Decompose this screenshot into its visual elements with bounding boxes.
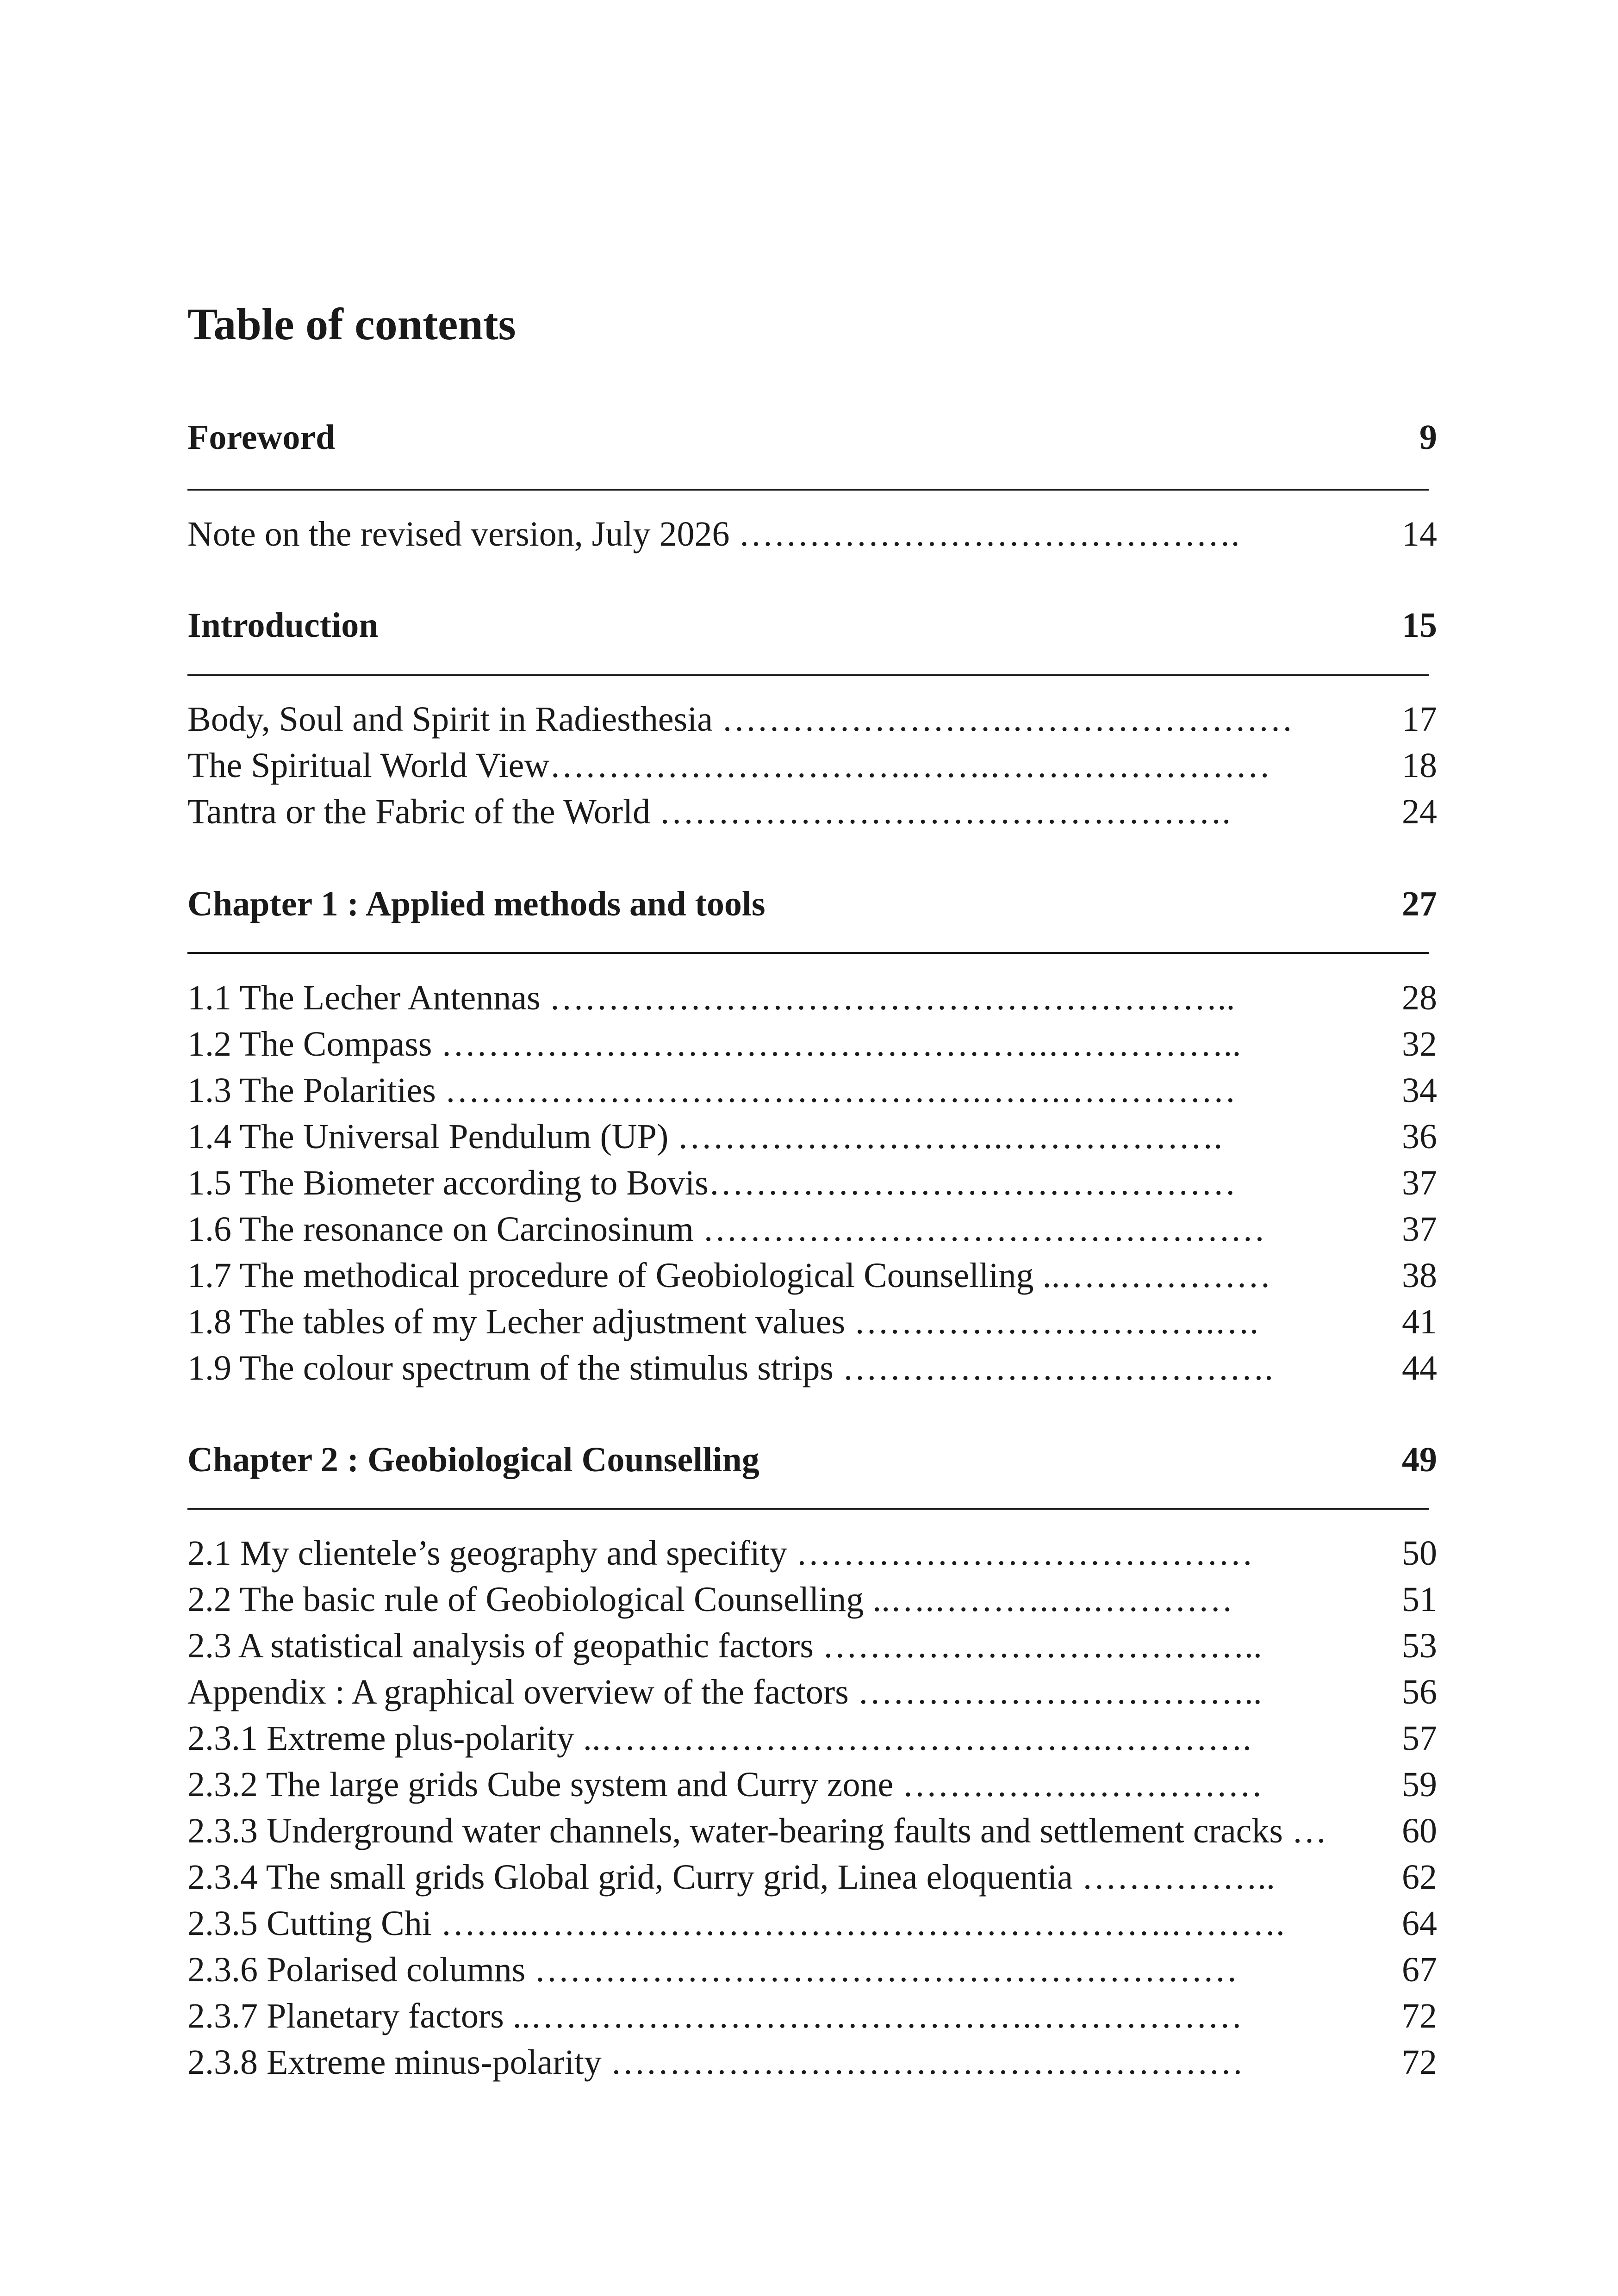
page-title: Table of contents	[187, 299, 516, 349]
entry-title: 2.3.3 Underground water channels, water-bearing faults and settlement cracks …	[187, 1811, 1327, 1850]
entry-title: 2.3 A statistical analysis of geopathic factors ………………………………..	[187, 1626, 1262, 1665]
entry-page: 59	[1402, 1765, 1437, 1804]
heading-title: Chapter 1 : Applied methods and tools	[187, 884, 765, 923]
entry-page: 57	[1402, 1719, 1437, 1758]
section-divider	[187, 1508, 1429, 1510]
entry-title: Body, Soul and Spirit in Radiesthesia …………………….……………………	[187, 700, 1294, 739]
entry-page: 14	[1402, 515, 1437, 554]
entry-title: 2.2 The basic rule of Geobiological Counselling ..….……….….…………	[187, 1580, 1233, 1619]
entry-page: 41	[1402, 1302, 1437, 1341]
entry-title: 2.1 My clientele’s geography and specifity …………………………………	[187, 1534, 1253, 1573]
heading-title: Chapter 2 : Geobiological Counselling	[187, 1440, 759, 1479]
entry-page: 34	[1402, 1071, 1437, 1110]
heading-page: 9	[1419, 418, 1437, 457]
entry-title: Appendix : A graphical overview of the factors ……………………………..	[187, 1673, 1262, 1711]
entry-page: 17	[1402, 700, 1437, 739]
entry-page: 44	[1402, 1349, 1437, 1388]
entry-title: 1.1 The Lecher Antennas …………………………………………………..	[187, 978, 1235, 1017]
entry-title: 1.5 The Biometer according to Bovis………………………………………	[187, 1164, 1236, 1202]
entry-title: 1.8 The tables of my Lecher adjustment values ………………………….….	[187, 1302, 1259, 1341]
entry-title: 2.3.1 Extreme plus-polarity ..…………………………………….………….	[187, 1719, 1251, 1758]
entry-title: 2.3.5 Cutting Chi ……..……………………………………………….……….	[187, 1904, 1285, 1943]
entry-title: Tantra or the Fabric of the World ………………………………………….	[187, 792, 1231, 831]
entry-page: 72	[1402, 1997, 1437, 2035]
entry-page: 67	[1402, 1950, 1437, 1989]
section-divider	[187, 489, 1429, 491]
entry-page: 24	[1402, 792, 1437, 831]
entry-title: 1.9 The colour spectrum of the stimulus strips ……………………………….	[187, 1349, 1273, 1388]
entry-page: 72	[1402, 2043, 1437, 2082]
section-divider	[187, 952, 1429, 954]
entry-page: 56	[1402, 1673, 1437, 1711]
entry-page: 62	[1402, 1858, 1437, 1897]
entry-page: 32	[1402, 1025, 1437, 1064]
entry-title: 2.3.6 Polarised columns ……………………………………………………	[187, 1950, 1238, 1989]
entry-page: 64	[1402, 1904, 1437, 1943]
entry-page: 50	[1402, 1534, 1437, 1573]
entry-page: 18	[1402, 746, 1437, 785]
entry-page: 38	[1402, 1256, 1437, 1295]
section-divider	[187, 674, 1429, 676]
entry-title: 2.3.8 Extreme minus-polarity ………………………………………………	[187, 2043, 1244, 2082]
heading-title: Foreword	[187, 418, 336, 457]
entry-page: 28	[1402, 978, 1437, 1017]
entry-title: 1.7 The methodical procedure of Geobiological Counselling ..………………	[187, 1256, 1271, 1295]
entry-title: 2.3.7 Planetary factors ..…………………………………….………………	[187, 1997, 1243, 2035]
entry-title: 1.3 The Polarities ……………………………………….…….……………	[187, 1071, 1236, 1110]
entry-title: 1.2 The Compass …………………………………………….……………..	[187, 1025, 1241, 1064]
heading-page: 49	[1402, 1440, 1437, 1479]
entry-title: The Spiritual World View………………………….…….……………………	[187, 746, 1271, 785]
entry-title: 1.4 The Universal Pendulum (UP) ……………………….……………….	[187, 1117, 1223, 1156]
entry-page: 36	[1402, 1117, 1437, 1156]
entry-title: 2.3.4 The small grids Global grid, Curry grid, Linea eloquentia ……………..	[187, 1858, 1275, 1897]
entry-page: 60	[1402, 1811, 1437, 1850]
entry-title: 1.6 The resonance on Carcinosinum …………………………………………	[187, 1210, 1265, 1249]
entry-title: 2.3.2 The large grids Cube system and Curry zone …………….……………	[187, 1765, 1263, 1804]
entry-page: 37	[1402, 1210, 1437, 1249]
heading-page: 27	[1402, 884, 1437, 923]
entry-title: Note on the revised version, July 2026 …………………………………….	[187, 515, 1240, 554]
heading-page: 15	[1402, 606, 1437, 645]
entry-page: 37	[1402, 1164, 1437, 1202]
heading-title: Introduction	[187, 606, 379, 645]
entry-page: 53	[1402, 1626, 1437, 1665]
entry-page: 51	[1402, 1580, 1437, 1619]
